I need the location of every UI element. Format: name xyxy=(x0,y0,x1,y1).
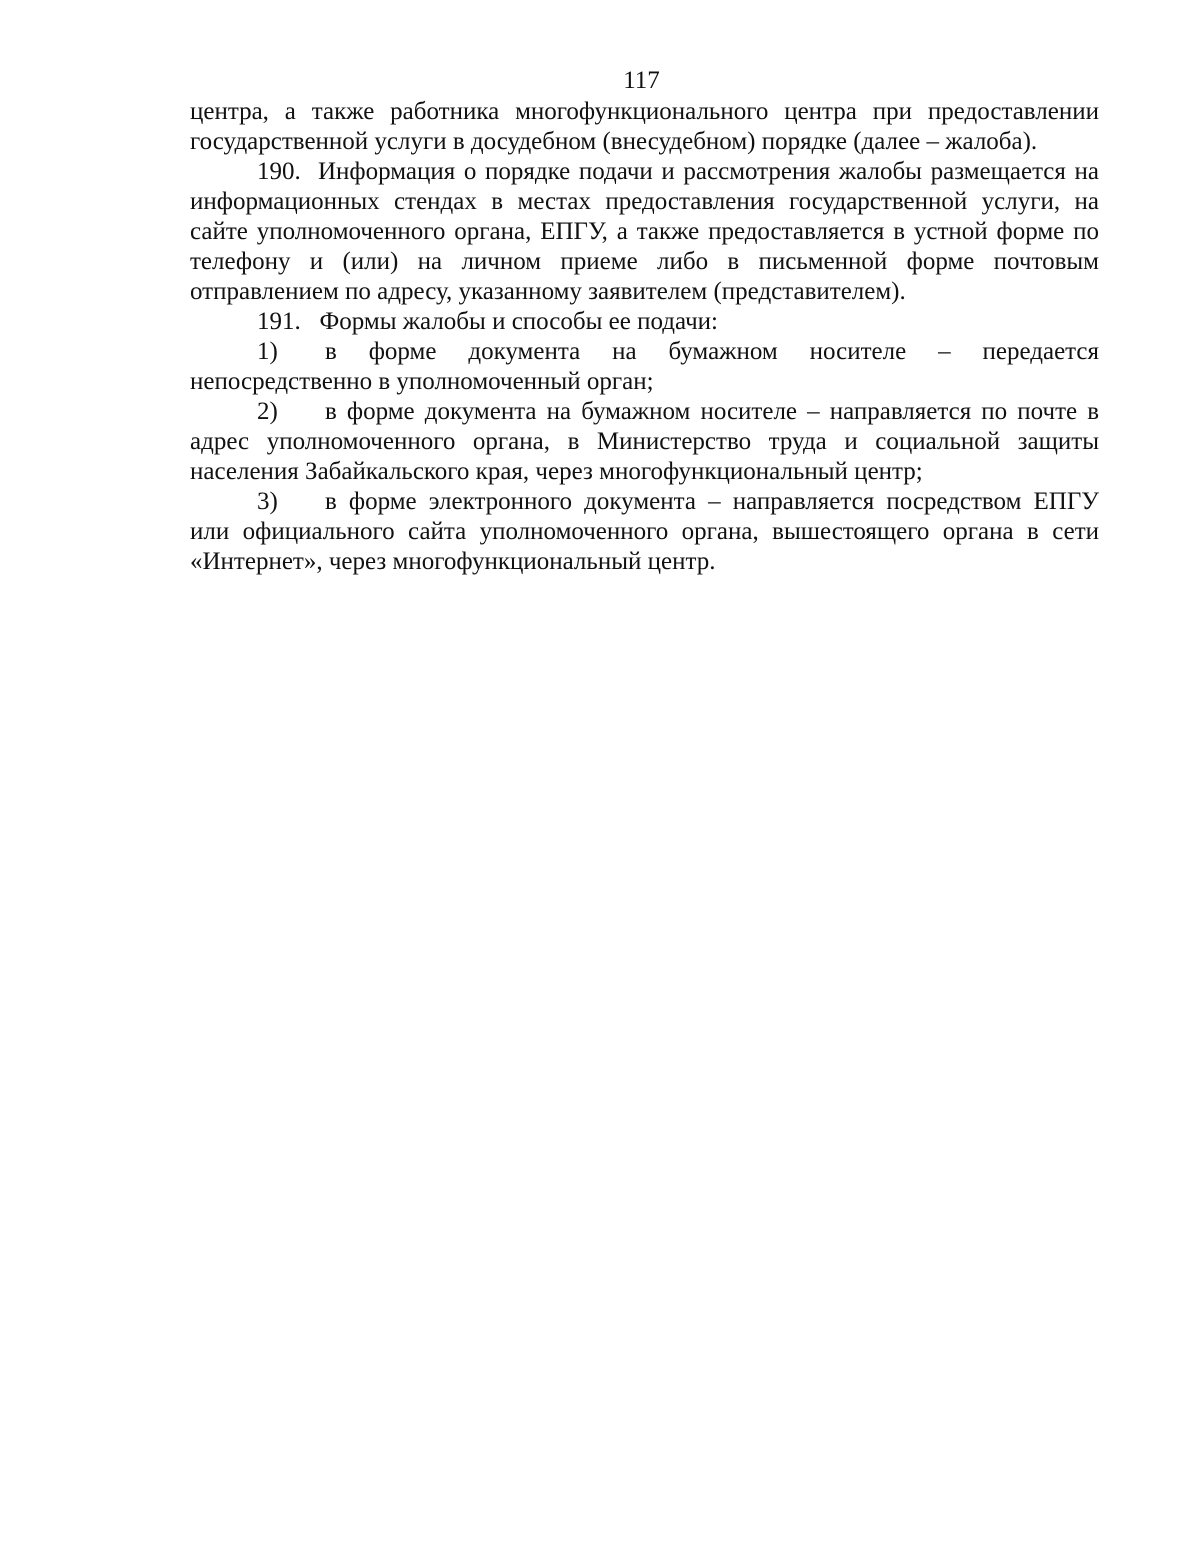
list-item-1 xyxy=(190,337,1099,397)
list-item-1-text: в форме документа на бумажном носителе – передается непосредственно в уполномоченный орган; xyxy=(190,338,1099,395)
document-body xyxy=(190,97,1099,577)
list-item-3 xyxy=(190,487,1099,577)
continuation-paragraph: центра, а также работника многофункционального центра при предоставлении государственной услуги в досудебном (внесудебном) порядке (далее – жалоба). xyxy=(190,98,1099,155)
paragraph-190-text: Информация о порядке подачи и рассмотрения жалобы размещается на информационных стендах в местах предоставления государственной услуги, на сайте уполномоченного органа, ЕПГУ, а также предоставляется в устной форме по телефону и (или) на личном приеме либо в письменной форме почтовым отправлением по адресу, указанному заявителем (представителем). xyxy=(190,158,1099,305)
paragraph-191 xyxy=(190,307,1099,337)
page-number: 117 xyxy=(623,67,660,94)
list-item-2-text: в форме документа на бумажном носителе – направляется по почте в адрес уполномоченного органа, в Министерство труда и социальной защиты населения Забайкальского края, через многофункциональный центр; xyxy=(190,398,1099,485)
paragraph-191-number: 191. xyxy=(257,308,301,335)
paragraph-190-number: 190. xyxy=(257,158,301,185)
list-item-3-number: 3) xyxy=(257,488,278,515)
list-item-2-number: 2) xyxy=(257,398,278,425)
paragraph-190 xyxy=(190,157,1099,307)
list-item-2 xyxy=(190,397,1099,487)
list-item-3-text: в форме электронного документа – направляется посредством ЕПГУ или официального сайта уполномоченного органа, вышестоящего органа в сети «Интернет», через многофункциональный центр. xyxy=(190,488,1099,575)
list-item-1-number: 1) xyxy=(257,338,278,365)
paragraph-191-text: Формы жалобы и способы ее подачи: xyxy=(319,308,718,335)
